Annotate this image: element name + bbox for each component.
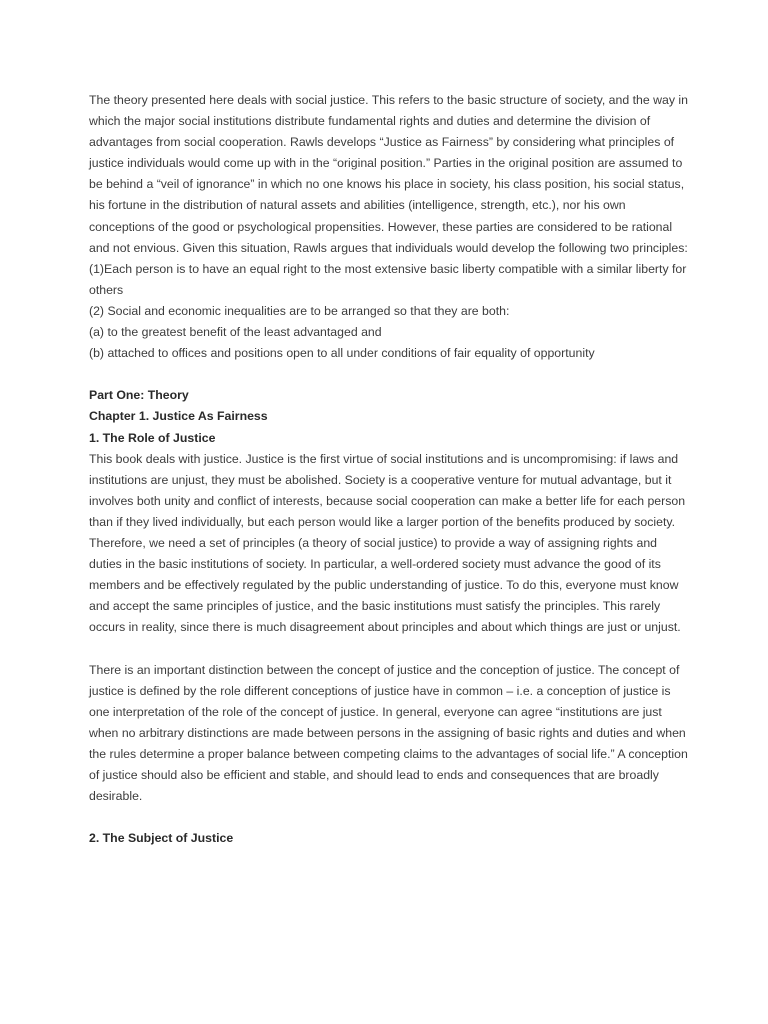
section-one-paragraph-two: There is an important distinction between the concept of justice and the conception of justice. The concept of justice is defined by the role different conceptions of justice have in common – i.e. a conception of justice is one interpretation of the role of the concept of justice. In general, everyone can agree “institutions are just when no arbitrary distinctions are made between persons in the assigning of basic rights and duties and when the rules determine a proper balance between competing claims to the advantages of social life.” A conception of justice should also be efficient and stable, and should lead to ends and consequences that are broadly desirable. (89, 662, 688, 804)
principle-one: (1)Each person is to have an equal right to the most extensive basic liberty compatible with a similar liberty for others (89, 261, 687, 297)
section-one-paragraph-one: This book deals with justice. Justice is the first virtue of social institutions and is uncompromising: if laws and institutions are unjust, they must be abolished. Society is a cooperative venture for mutual advantage, but it involves both unity and conflict of interests, because social cooperation can make a better life for each person than if they lived individually, but each person would like a larger portion of the benefits produced by society. Therefore, we need a set of principles (a theory of social justice) to provide a way of assigning rights and duties in the basic institutions of society. In particular, a well-ordered society must advance the good of its members and be effectively regulated by the public understanding of justice. To do this, everyone must know and accept the same principles of justice, and the basic institutions must satisfy the principles. This rarely occurs in reality, since there is much disagreement about principles and about which things are just or unjust. (89, 451, 686, 635)
document-page (89, 90, 689, 849)
principle-two: (2) Social and economic inequalities are to be arranged so that they are both: (89, 303, 510, 318)
intro-paragraph: The theory presented here deals with social justice. This refers to the basic structure of society, and the way in which the major social institutions distribute fundamental rights and duties and determine the division of advantages from social cooperation. Rawls develops “Justice as Fairness” by considering what principles of justice individuals would come up with in the “original position.” Parties in the original position are assumed to be behind a “veil of ignorance” in which no one knows his place in society, his class position, his social status, his fortune in the distribution of natural assets and abilities (intelligence, strength, etc.), nor his own conceptions of the good or psychological propensities. However, these parties are considered to be rational and not envious. Given this situation, Rawls argues that individuals would develop the following two principles: (89, 93, 688, 255)
principle-two-b: (b) attached to offices and positions open to all under conditions of fair equality of opportunity (89, 346, 595, 361)
paragraph-gap (89, 638, 689, 659)
part-heading: Part One: Theory (89, 388, 189, 403)
paragraph-gap (89, 807, 689, 828)
section-heading-subject-of-justice: 2. The Subject of Justice (89, 831, 234, 846)
principle-two-a: (a) to the greatest benefit of the least advantaged and (89, 325, 382, 340)
section-heading-role-of-justice: 1. The Role of Justice (89, 430, 216, 445)
chapter-heading: Chapter 1. Justice As Fairness (89, 409, 268, 424)
paragraph-gap (89, 364, 689, 385)
